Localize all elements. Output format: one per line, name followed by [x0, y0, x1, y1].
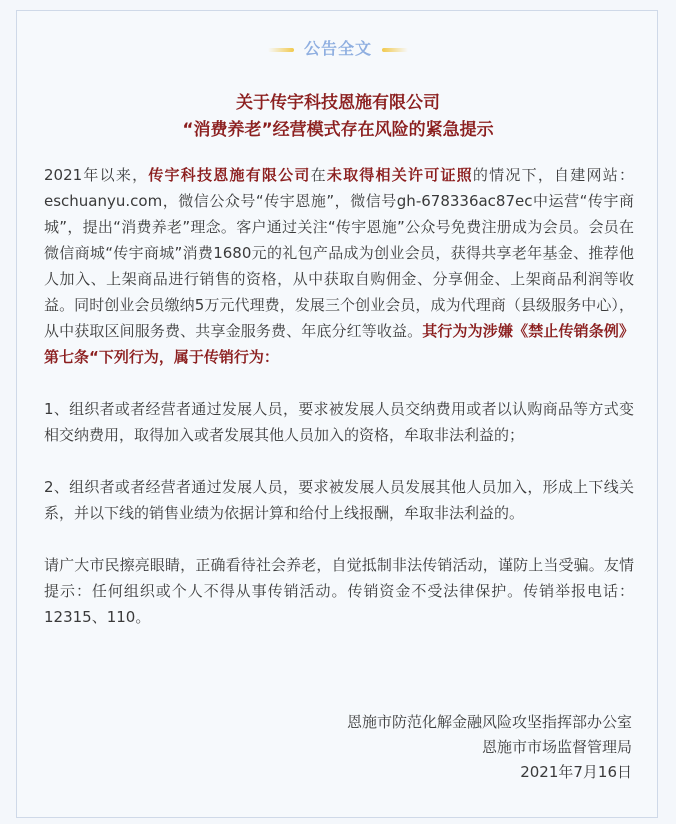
law-citation-highlight: 其行为为涉嫌《禁止传销条例》第七条“下列行为，属于传销行为： [44, 322, 634, 366]
header-label: 公告全文 [303, 39, 372, 58]
intro-text-2: 在 [310, 166, 327, 184]
company-name-highlight: 传宇科技恩施有限公司 [148, 166, 311, 184]
header-left-dash-icon [268, 48, 294, 52]
paragraph-warning: 请广大市民擦亮眼睛，正确看待社会养老，自觉抵制非法传销活动，谨防上当受骗。友情提示：任何组织或个人不得从事传销活动。传销资金不受法律保护。传销举报电话：12315、110。 [44, 556, 634, 626]
signature-date: 2021年7月16日 [520, 763, 632, 781]
signature-org-2: 恩施市市场监督管理局 [481, 738, 632, 756]
paragraph-item-1: 1、组织者或者经营者通过发展人员，要求被发展人员交纳费用或者以认购商品等方式变相交纳费用，取得加入或者发展其他人员加入的资格，牟取非法利益的； [44, 400, 634, 444]
announcement-body [44, 162, 634, 656]
section-header [0, 36, 676, 59]
intro-text-1: 2021年以来， [44, 166, 149, 184]
intro-text-3: 的情况下，自建网站：eschuanyu.com，微信公众号“传宇恩施”，微信号gh-678336ac87ec中运营“传宇商城”，提出“消费养老”理念。客户通过关注“传宇恩施”公众号免费注册成为会员。会员在微信商城“传宇商城”消费1680元的礼包产品成为创业会员，获得共享老年基金、推荐他人加入、上架商品进行销售的资格，从中获取自购佣金、分享佣金、上架商品利润等收益。同时创业会员缴纳5万元代理费，发展三个创业会员，成为代理商（县级服务中心），从中获取区间服务费、共享金服务费、年底分红等收益。 [44, 166, 634, 340]
paragraph-intro [44, 162, 634, 370]
header-right-dash-icon [382, 48, 408, 52]
signature-org-1: 恩施市防范化解金融风险攻坚指挥部办公室 [346, 713, 632, 731]
signature-block [347, 710, 632, 785]
announcement-title [0, 90, 676, 144]
title-line-1: 关于传宇科技恩施有限公司 [236, 93, 440, 113]
no-license-highlight: 未取得相关许可证照 [326, 166, 473, 184]
paragraph-item-2: 2、组织者或者经营者通过发展人员，要求被发展人员发展其他人员加入，形成上下线关系，并以下线的销售业绩为依据计算和给付上线报酬，牟取非法利益的。 [44, 478, 634, 522]
title-line-2: “消费养老”经营模式存在风险的紧急提示 [182, 120, 494, 140]
